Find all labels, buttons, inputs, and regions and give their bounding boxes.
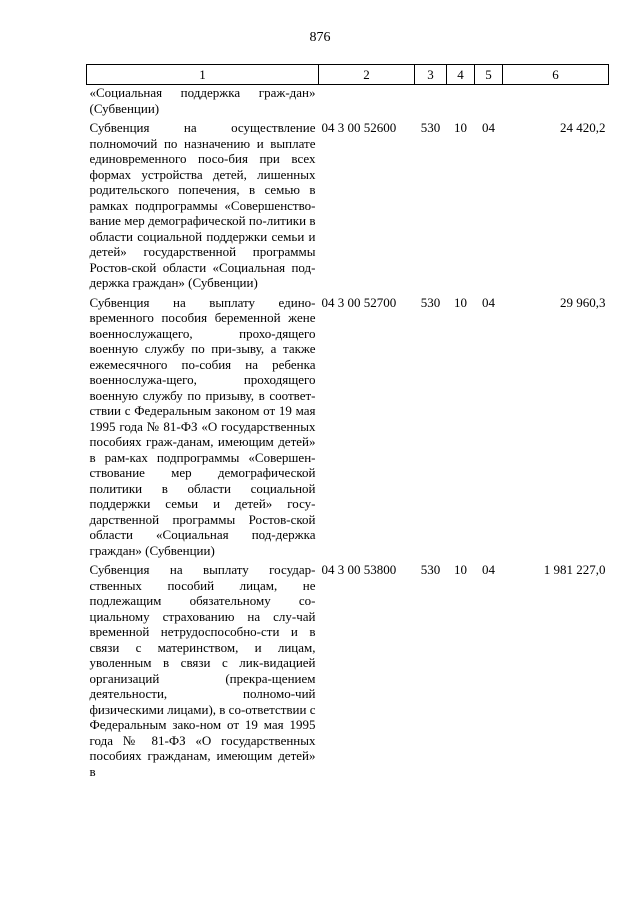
row-expense-type: 530 (420, 120, 441, 135)
row-expense-type (415, 85, 447, 121)
table-header-row (87, 65, 609, 85)
row-subsection (475, 85, 503, 121)
column-header: 3 (415, 65, 447, 85)
row-description: Субвенция на выплату государ-ственных пособий лицам, не подлежащим обязательному со-циальному страхованию на слу-чай временной нетрудоспособно-сти и в связи с материнством, и лицам, уволенным в связи с лик-видацией организаций (прекра-щением деятельности, полномо-чий физическими лицами), в со-ответствии с Федеральным зако-ном от 19 мая 1995 года № 81-ФЗ «О государственных пособиях гражданам, имеющим детей» в (89, 562, 316, 779)
row-description: «Социальная поддержка граж-дан» (Субвенции) (89, 85, 316, 116)
column-header: 2 (319, 65, 415, 85)
row-description: Субвенция на осуществление полномочий по назначению и выплате единовременного посо-бия при всех формах устройства детей, лишенных родительского попечения, в семью в рамках подпрограммы «Совершенство-вание мер демографической по-литики в области социальной поддержки семьи и детей» государственной программы Ростов-ской области «Социальная под-держка граждан» (Субвенции) (89, 120, 316, 290)
row-amount: 24 420,2 (560, 120, 606, 135)
page-number: 876 (309, 30, 331, 45)
row-amount: 1 981 227,0 (543, 562, 606, 577)
row-expense-type: 530 (420, 294, 441, 310)
row-target-code: 04 3 00 52700 (321, 294, 397, 310)
table-row (87, 85, 609, 121)
budget-table (86, 64, 609, 783)
row-expense-type: 530 (420, 562, 441, 577)
row-target-code: 04 3 00 52600 (321, 120, 397, 135)
row-target-code (319, 85, 415, 121)
row-subsection: 04 (482, 120, 495, 135)
row-amount: 29 960,3 (560, 294, 606, 310)
row-amount (503, 85, 609, 121)
column-header: 4 (447, 65, 475, 85)
table-row (87, 295, 609, 563)
column-header: 6 (503, 65, 609, 85)
row-target-code: 04 3 00 53800 (321, 562, 397, 577)
row-section: 10 (454, 294, 467, 310)
row-section: 10 (454, 120, 467, 135)
column-header: 1 (87, 65, 319, 85)
row-subsection: 04 (482, 562, 495, 577)
row-description: Субвенция на выплату едино-временного пособия беременной жене военнослужащего, прохо-дящего военную службу по при-зыву, а также ежемесячного по-собия на ребенка военнослужа-щего, проходящего военную службу по призыву, в соответ-ствии с Федеральным законом от 19 мая 1995 года № 81-ФЗ «О государственных пособиях граж-данам, имеющим детей» в рам-ках подпрограммы «Совершен-ствование мер демографической политики в области социальной поддержки семьи и детей» госу-дарственной программы Ростов-ской области «Социальная под-держка граждан» (Субвенции) (89, 294, 316, 558)
table-row (87, 562, 609, 783)
column-header: 5 (475, 65, 503, 85)
table-row (87, 120, 609, 295)
row-section: 10 (454, 562, 467, 577)
row-subsection: 04 (482, 294, 495, 310)
row-section (447, 85, 475, 121)
